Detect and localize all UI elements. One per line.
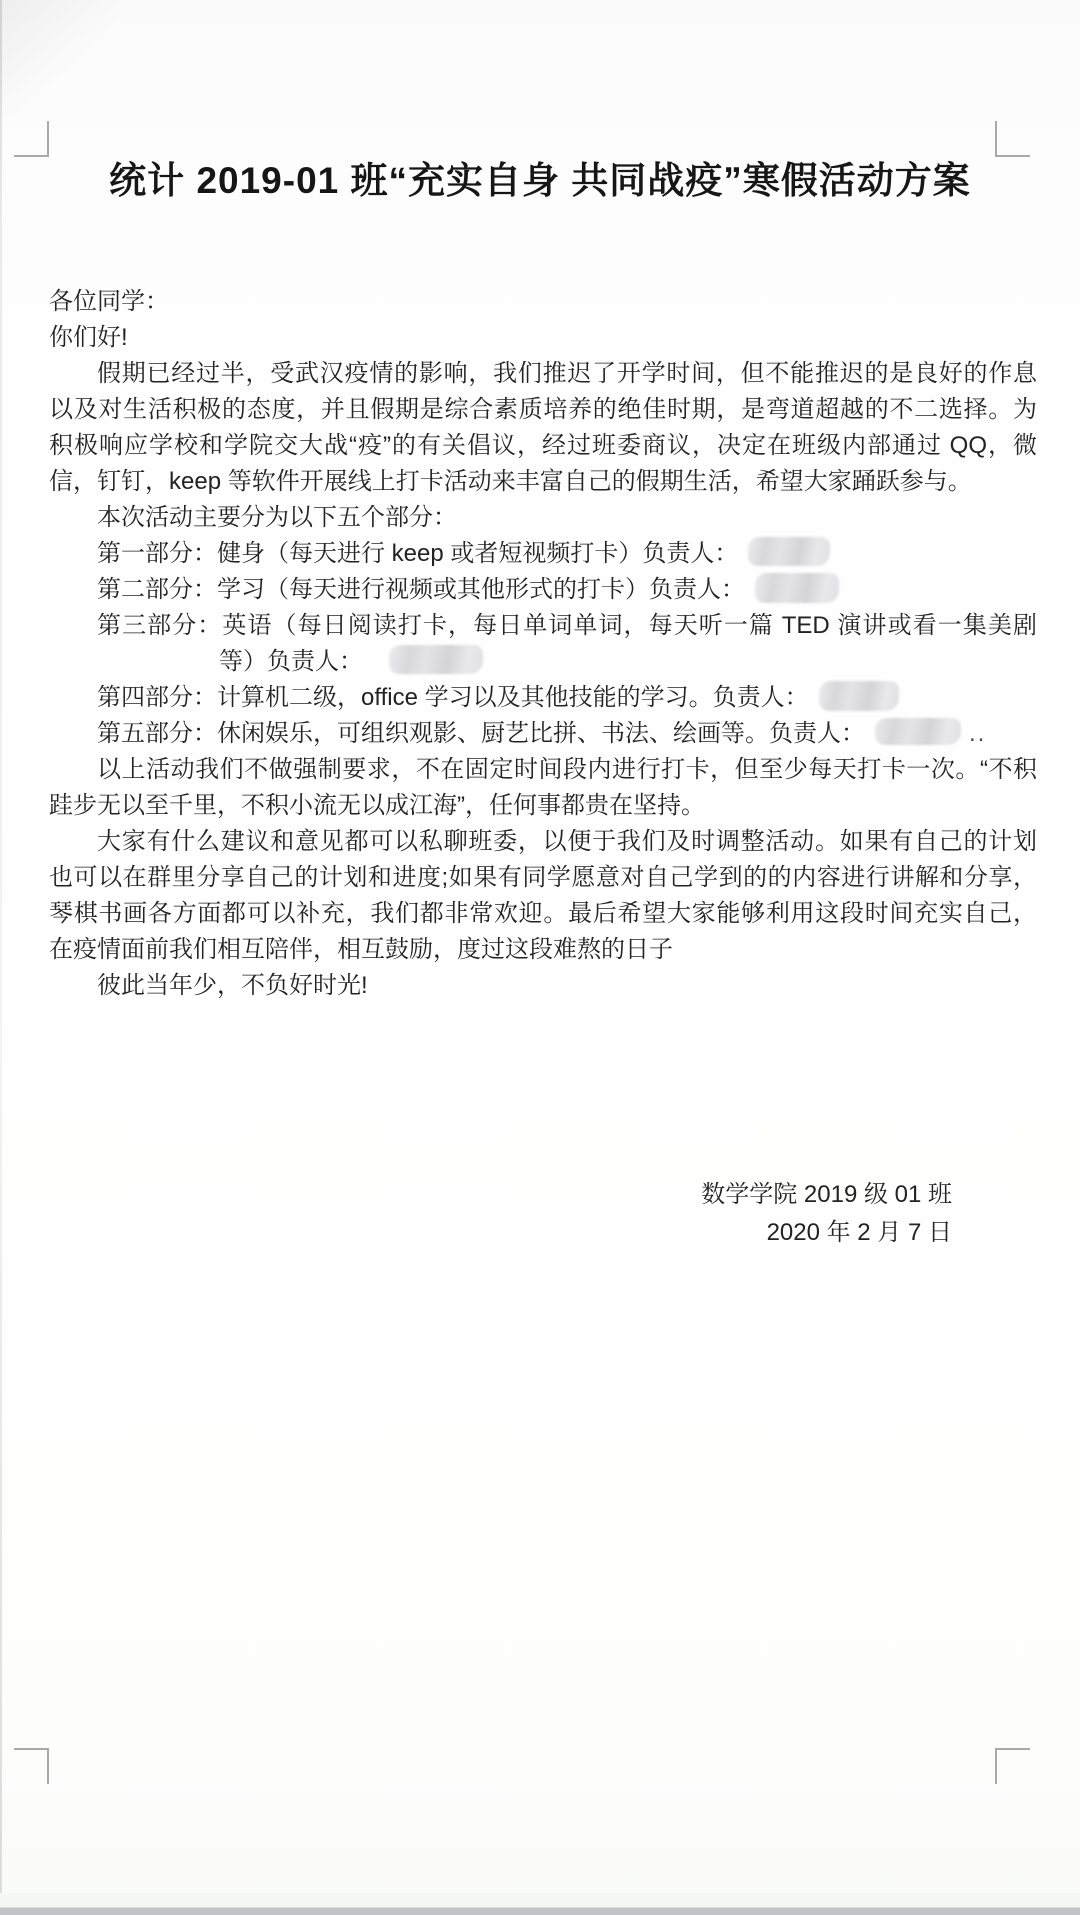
redacted-name xyxy=(389,645,483,674)
redacted-name xyxy=(819,681,899,711)
text-line xyxy=(49,860,1037,896)
text-line xyxy=(49,536,1037,572)
crop-mark-bottom-left xyxy=(14,1748,49,1784)
line-text: 各位同学： xyxy=(49,288,169,315)
line-text: 在疫情面前我们相互陪伴，相互鼓励，度过这段难熬的日子 xyxy=(49,936,673,963)
text-line xyxy=(49,572,1037,608)
text-line xyxy=(49,500,1037,536)
text-line xyxy=(49,284,1037,320)
redacted-name xyxy=(748,537,830,566)
line-text: 第二部分：学习（每天进行视频或其他形式的打卡）负责人： xyxy=(97,576,745,603)
photo-corner-shade xyxy=(0,0,140,120)
text-line xyxy=(49,968,1037,1004)
line-text: 以及对生活积极的态度，并且假期是综合素质培养的绝佳时期，是弯道超越的不二选择。为 xyxy=(49,396,1037,423)
line-text: 第四部分：计算机二级，office 学习以及其他技能的学习。负责人： xyxy=(97,684,809,711)
line-text: 跬步无以至千里，不积小流无以成江海”，任何事都贵在坚持。 xyxy=(49,792,705,819)
text-line xyxy=(49,824,1037,860)
signature-class: 数学学院 2019 级 01 班 xyxy=(701,1181,952,1208)
paper-bottom-edge xyxy=(0,1893,1080,1908)
photo-bottom-edge xyxy=(0,1908,1080,1915)
line-text: 第一部分：健身（每天进行 keep 或者短视频打卡）负责人： xyxy=(97,540,739,567)
line-text: 大家有什么建议和意见都可以私聊班委，以便于我们及时调整活动。如果有自己的计划 xyxy=(97,828,1037,855)
text-line xyxy=(49,608,1037,644)
line-text: 彼此当年少，不负好时光! xyxy=(97,972,368,999)
text-line xyxy=(49,644,1037,680)
line-text: 第三部分：英语（每日阅读打卡，每日单词单词，每天听一篇 TED 演讲或看一集美剧 xyxy=(97,612,1037,639)
signature-block xyxy=(49,1176,952,1252)
document-title: 统计 2019-01 班“充实自身 共同战疫”寒假活动方案 xyxy=(109,160,971,201)
text-line xyxy=(49,464,1037,500)
line-text: 你们好! xyxy=(49,324,128,351)
signature-date: 2020 年 2 月 7 日 xyxy=(766,1219,952,1246)
line-text: 信，钉钉，keep 等软件开展线上打卡活动来丰富自己的假期生活，希望大家踊跃参与。 xyxy=(49,468,972,495)
text-line xyxy=(49,788,1037,824)
redaction-tail-dots: .. xyxy=(969,720,987,747)
document-lines xyxy=(49,284,1037,1004)
crop-mark-top-right xyxy=(995,121,1030,157)
line-text: 琴棋书画各方面都可以补充，我们都非常欢迎。最后希望大家能够利用这段时间充实自己， xyxy=(49,900,1037,927)
crop-mark-bottom-right xyxy=(995,1748,1030,1784)
line-text: 本次活动主要分为以下五个部分： xyxy=(97,504,457,531)
text-line xyxy=(49,392,1037,428)
photo-left-edge xyxy=(0,0,2,1915)
text-line xyxy=(49,932,1037,968)
redacted-name xyxy=(755,573,839,603)
text-line xyxy=(49,896,1037,932)
line-text: 等）负责人： xyxy=(219,648,363,675)
line-text: 第五部分：休闲娱乐，可组织观影、厨艺比拼、书法、绘画等。负责人： xyxy=(97,720,865,747)
text-line xyxy=(49,680,1037,716)
redacted-name xyxy=(875,718,961,745)
line-text: 也可以在群里分享自己的计划和进度;如果有同学愿意对自己学到的的内容进行讲解和分享， xyxy=(49,864,1037,891)
text-line xyxy=(49,716,1037,752)
text-line xyxy=(49,752,1037,788)
text-line xyxy=(49,320,1037,356)
text-line xyxy=(49,356,1037,392)
line-text: 假期已经过半，受武汉疫情的影响，我们推迟了开学时间，但不能推迟的是良好的作息 xyxy=(97,360,1037,387)
line-text: 积极响应学校和学院交大战“疫”的有关倡议，经过班委商议，决定在班级内部通过 QQ，微 xyxy=(49,432,1037,459)
text-line xyxy=(49,428,1037,464)
line-text: 以上活动我们不做强制要求，不在固定时间段内进行打卡，但至少每天打卡一次。“不积 xyxy=(97,756,1037,783)
crop-mark-top-left xyxy=(14,121,49,157)
